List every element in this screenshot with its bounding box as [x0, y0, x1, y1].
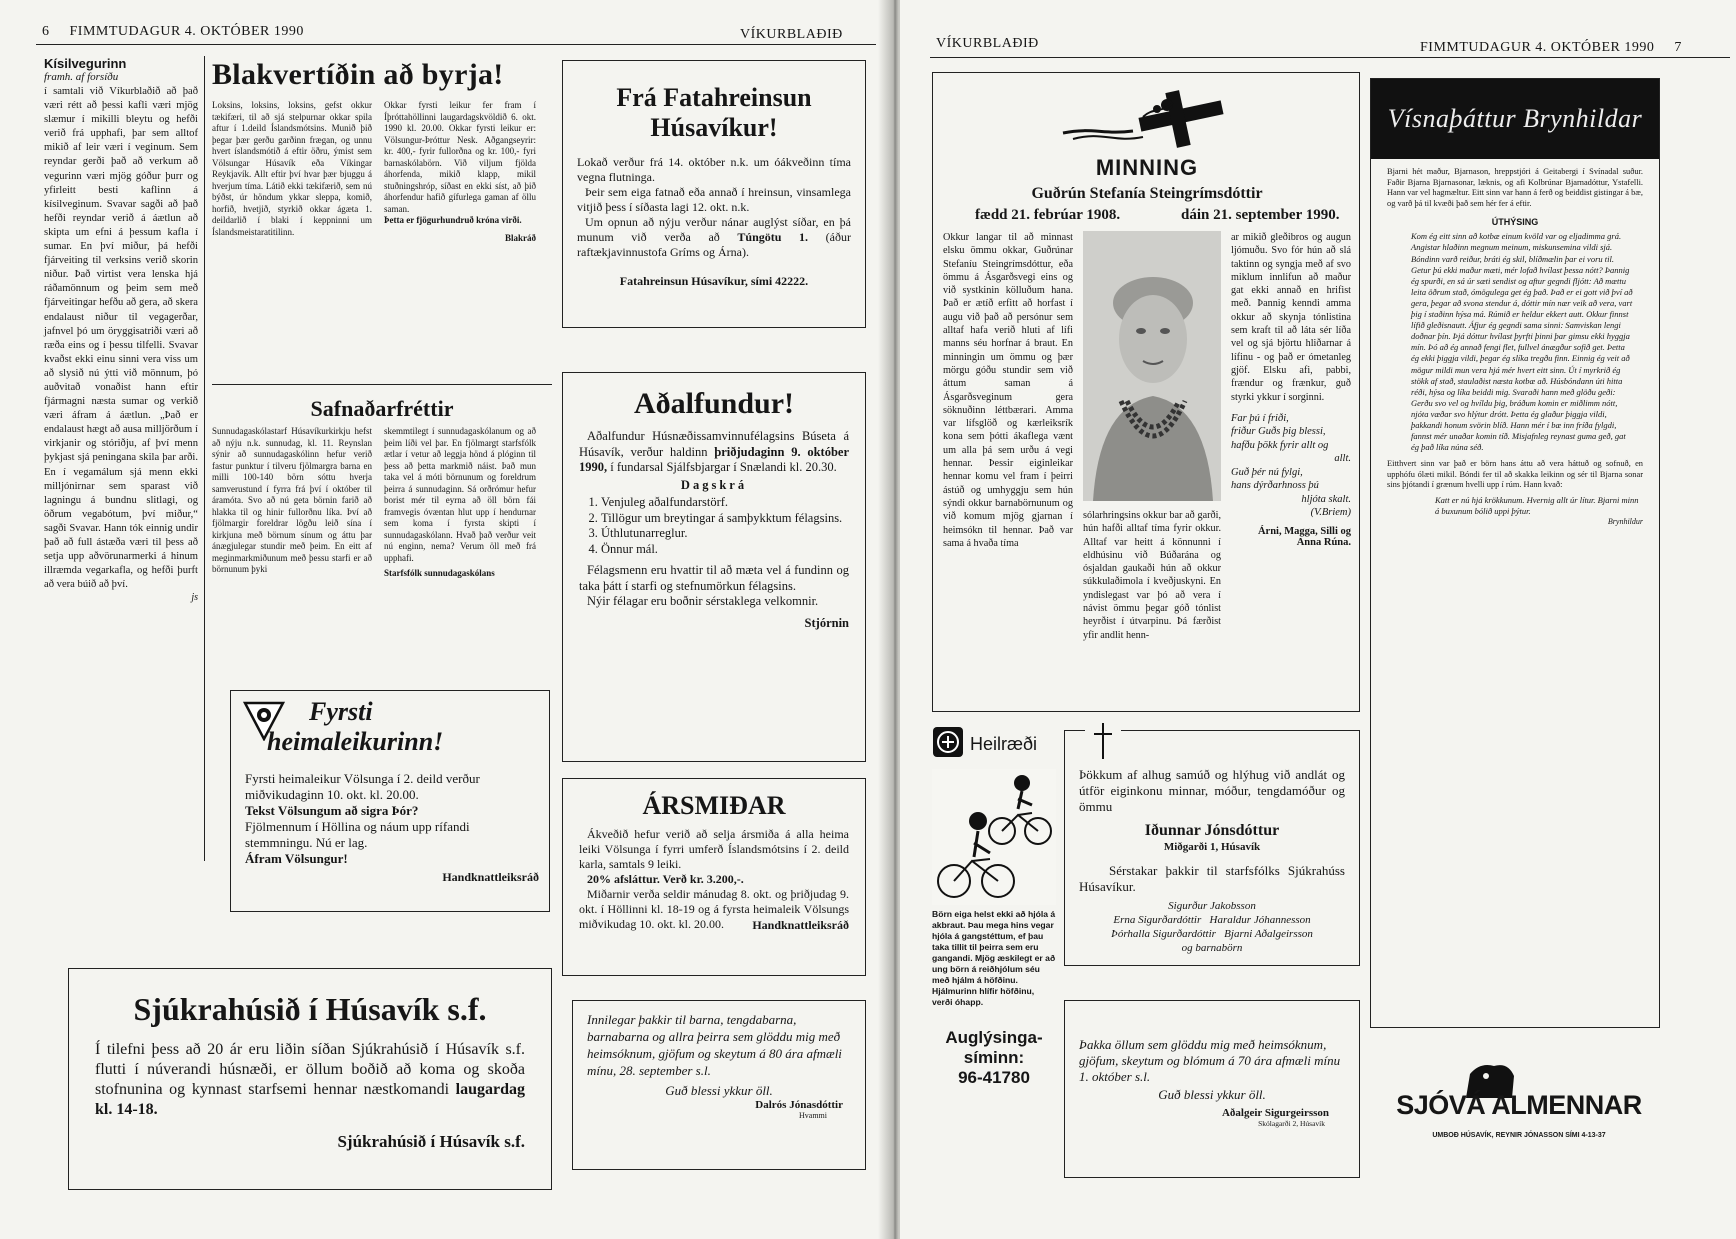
ad-adalfundur: [562, 372, 866, 762]
idunn-signers: [1079, 899, 1345, 955]
signer-line: og barnabörn: [1181, 942, 1243, 954]
signer-line: Þórhalla Sigurðardóttir Bjarni Aðalgeirsson: [1111, 928, 1313, 940]
adalgeir-text: Þakka öllum sem glöddu mig með heimsóknum, gjöfum, skeytum og blómum á 70 ára afmæli mínu 1. október s.l.: [1079, 1037, 1341, 1084]
sjova-logo: SJÓVÁ ALMENNAR: [1396, 1090, 1642, 1120]
ad-fatahreinsun: [562, 60, 866, 328]
signer-line: Sigurður Jakobsson: [1168, 900, 1256, 912]
ars-p2: 20% afsláttur. Verð kr. 3.200,-.: [587, 872, 744, 886]
obituary-minning: [932, 72, 1360, 712]
visna-sign: Brynhildur: [1607, 517, 1643, 527]
poem-line: hans dýrðarhnoss þú: [1231, 480, 1319, 492]
fata-p3-bold: Túngötu 1.: [737, 230, 809, 244]
poem-line: friður Guðs þig blessi,: [1231, 426, 1326, 438]
fata-footer: Fatahreinsun Húsavíkur, sími 42222.: [619, 274, 809, 288]
agenda-item: 1. Venjuleg aðalfundarstörf.: [601, 495, 849, 511]
fyrsti-p1: Fyrsti heimaleikur Völsunga í 2. deild verður miðvikudaginn 10. okt. kl. 20.00.: [245, 771, 480, 802]
fyrsti-sign: Handknattleiksráð: [442, 870, 539, 884]
innilegar-place: Hvammi: [799, 1111, 827, 1120]
innilegar-bless: Guð blessi ykkur öll.: [665, 1083, 773, 1098]
blak-col2: Okkar fyrsti leikur fer fram í Íþróttahöllinni laugardagskvöldið 6. okt. 1990 kl. 20.00. Okkar fyrsti leikur er: Völsungur-Þróttur Nesk. Aðgangseyrir: kr. 400,- fyrir fullorðna og kr. 100,- fyri barnaskólabörn. Við viljum fjölda áhorfenda, mikið klapp, mikil stuðningshróp, síðast en ekki síst, að þið áhorfendur hafið gífurlega gaman af öllu saman.: [384, 100, 536, 214]
fata-title-1: Frá Fatahreinsun: [616, 83, 812, 112]
adal-p1-bold: þriðjudaginn 9. október 1990,: [579, 444, 850, 474]
safnadar-col1: Sunnudagaskólastarf Húsavíkurkirkju hefst að nýju n.k. sunnudag, kl. 11. Reynslan sýnir að sunnudagaskólinn hefur verið fastur punktur í tilveru fjölmargra barna en milli 100-140 börn sóttu hverja samverustund í fyrra frá því í október til áramóta. Svo að nú geta börnin farið að hlakka til og hinir fullorðnu líka. Því að fjölmargir foreldrar lögðu leið sína í kirkjuna með börnum sínum og áttu þar ánægjulegar stundir með þeim. En eitt af meginmarkmiðunum með þessu starfi er að börnunum þyki: [212, 426, 372, 574]
minning-col2: sólarhringsins okkur bar að garði, hún hafði alltaf tíma fyrir okkur. Alltaf var heitt á könnunni í eldhúsinu við Búðarána og ósjaldan gaukaði hún að okkur súkkulaðimola í kveðjuskyni. En yndislegast var þó að vera í návist ömmu þegar góð tónlist heyrðist í útvarpinu. Þá færðist yfir andlit henn-: [1083, 510, 1221, 641]
fyrsti-p4: Áfram Völsungur!: [245, 851, 348, 866]
article-title: Blakvertíðin að byrja!: [212, 58, 504, 91]
page-number: 7: [1674, 40, 1682, 55]
folio-rule: [36, 44, 876, 45]
folio-paper: VÍKURBLAÐIÐ: [740, 27, 843, 42]
ars-title: ÁRSMIÐAR: [642, 791, 786, 820]
agenda-item: 3. Úthlutunarreglur.: [601, 526, 849, 542]
children-bicycles-illustration: [932, 769, 1056, 905]
ars-sign: Handknattleiksráð: [752, 918, 849, 932]
heilraedi-column: [932, 726, 1056, 1216]
poem-line: Far þú í friði,: [1231, 412, 1289, 424]
blak-col1: Loksins, loksins, loksins, gefst okkur tækifæri, til að sjá stelpurnar okkar spila aftur í 1.deild Íslandsmótsins. Munið þið þegar þær gerðu garðinn frægan, og unnu hvert íslandsmótið á eftir öðru, ýmist sem Völsungar Húsavík eða Víkingar Reykjavík. Allt eftir því hvar þær bjuggu á hverjum tíma. Látið ekki tækifærið, sem nú býðst, úr höndum ykkar sleppa, komið, horfið, hvetjið, styrkið okkar ágæta 1. deildarlið í blaki í keppninni um Íslandsmeistaratitilinn.: [212, 100, 372, 237]
sjukra-sign: Sjúkrahúsið í Húsavík s.f.: [337, 1132, 525, 1151]
minning-born: fædd 21. febrúar 1908.: [975, 207, 1121, 223]
innilegar-text: Innilegar þakkir til barna, tengdabarna, barnabarna og allra þeirra sem glöddu mig með heimsóknum, gjöfum og skeytum á 80 ára afmæli mínu, 28. september s.l.: [587, 1012, 842, 1078]
column-visnathattur: [1370, 78, 1660, 1028]
fyrsti-p3: Fjölmennum í Höllina og náum upp rífandi stemmningu. Nú er lag.: [245, 819, 470, 850]
adal-title: Aðalfundur!: [633, 387, 795, 420]
minning-poem: [1231, 412, 1351, 520]
minning-name: Guðrún Stefanía Steingrímsdóttir: [1031, 185, 1263, 202]
adal-p1-end: í fundarsal Sjálfsbjargar í Snælandi kl. 20.30.: [610, 460, 837, 474]
sjukra-p1-bold: laugardag kl. 14-18.: [95, 1081, 525, 1118]
sjukra-title: Sjúkrahúsið í Húsavík s.f.: [133, 991, 487, 1027]
poem-line: Guð þér nú fylgi,: [1231, 466, 1303, 478]
idunn-p1: Þökkum af alhug samúð og hlýhug við andlát og útför eiginkonu minnar, móður, tengdamóður og ömmu: [1079, 767, 1345, 814]
poem-line: allt.: [1334, 453, 1351, 465]
ad-sjova-almennar: [1374, 1060, 1664, 1170]
visna-title: Vísnaþáttur Brynhildar: [1371, 79, 1659, 159]
visna-intro: Bjarni hét maður, Bjarnason, hreppstjóri á Geitabergi í Svínadal suður. Faðir Bjarna Bjarnasonar, læknis, og afi Kolbrúnar Bjarnadóttur, Ystafelli. Hann var vel hagmæltur. Eitt sinn var hann á ferð og beiddist gistingar á bæ, og varð þá til kvæði það sem hér fer á eftir.: [1387, 167, 1643, 208]
article-title: Kísilvegurinn: [44, 56, 127, 71]
article-byline: framh. af forsíðu: [44, 71, 119, 83]
adal-p2: Félagsmenn eru hvattir til að mæta vel á fundinn og taka þátt í starfi og stefnumörkun félagsins.: [579, 563, 849, 593]
fata-p3-start: Um opnun að nýju verður nánar auglýst síðar, en þá munum við verða að: [577, 215, 851, 244]
visna-poem-title: ÚTHÝSING: [1491, 217, 1539, 228]
cross-icon: [1043, 87, 1243, 149]
portrait-photo: [1083, 231, 1221, 501]
article-body: í samtali við Víkurblaðið að það væri rétt að þessi kafli væri mjög slæmur í mikilli bleytu og hefði verið frá upphafi, þar sem alltof mikið af leir væri í veginum. Sem reyndar gerði það að verkum að vegurinn væri mjög góður þurr og yfirleitt besti kaflinn á kísilveginum. Svavar sagði að það hefði reyndar verið á áætlun að skipta um efni á þessum kafla í sumar. En því miður, þá hefði fjárveiting til verksins verið skorin niður. Það virtist vera lenska hjá ráðamönnum og þeim sem með fjárveitingar hefðu að gera, að skera endalaust niður til vegagerðar, jafnvel þó um öryggisatriði væri að ræða eins og í þessu tilfelli. Svavar kvaðst ekki einu sinni vera viss um að slysið nú ýtti við mönnum, þó auðvitað vonaðist hann eftir fjármagni næsta sumar og verkið væri áfram á áætlun. „Það er endalaust hægt að ausa milljörðum í virkjanir og stóriðju, af því menn þykjast sjá peningana skila þar arði. En í vegamálum sjá menn ekki milljónirnar sem sparast við lagningu á bundnu slitlagi, og öðrum vegabótum, því miður,“ sagði Svavar. Hann tók einnig undir það að full ástæða væri til þess að setja upp aðvörunarmerki á hinum illræmda vegarkafla, og hefði þurft að vera búið að því.: [44, 86, 198, 591]
ad-fyrsti-heimaleikur: [230, 690, 550, 912]
ad-phone-line1: Auglýsinga-: [945, 1028, 1043, 1047]
idunn-p2: Sérstakar þakkir til starfsfólks Sjúkrahúss Húsavíkur.: [1079, 863, 1345, 894]
blak-sign: Blakráð: [504, 232, 536, 243]
adal-agenda-title: Dagskrá: [680, 477, 748, 492]
heilraedi-title: Heilræði: [970, 734, 1038, 754]
poem-line: hafðu þökk fyrir allt og: [1231, 439, 1329, 451]
agenda-item: 4. Önnur mál.: [601, 542, 849, 558]
folio-paper: VÍKURBLAÐIÐ: [936, 36, 1039, 51]
minning-title: MINNING: [1095, 155, 1199, 180]
adal-sign: Stjórnin: [804, 615, 849, 630]
agenda-item: 2. Tillögur um breytingar á samþykktum félagsins.: [601, 511, 849, 527]
article-safnadar: [212, 396, 552, 580]
adal-p1-start: Aðalfundur Húsnæðissamvinnufélagsins Búseta á Húsavík, verður haldinn: [579, 429, 849, 459]
safnadar-col2: skemmtilegt í sunnudagaskólanum og að þeim líði vel þar. En fjölmargt starfsfólk ætlar í vetur að leggja hönd á plóginn til þess að þetta markmið náist. Það mun taka vel á móti börnunum og foreldrum þeirra á sunnudaginn. Sá orðrómur hefur borist mér til eyrna að öll börn fái framvegis óvæntan hlut upp í hendurnar sem koma í fyrsta skipti í sunnudagaskólann. Hvað það verður veit nú enginn, nema? Verum öll með frá upphafi.: [384, 426, 536, 563]
visna-poem2: Katt er nú hjá krökkunum. Hvernig allt úr lítur. Bjarni minn á buxunum bólið uppi þýtur.: [1435, 495, 1639, 517]
heilraedi-caption: Börn eiga helst ekki að hjóla á akbraut. Þau mega hins vegar hjóla á gangstéttum, ef þau taka tillit til þeirra sem eru gangandi. Mjög æskilegt er að ung börn á reiðhjólum séu með hjálm á höfðinu. Hjálmurinn hlífir höfðinu, verði óhapp.: [932, 909, 1056, 1007]
minning-col1: Okkur langar til að minnast elsku ömmu okkar, Guðrúnar Stefaníu Steingrímsdóttur, eða ömmu á Ásgarðsvegi eins og við systkinin kölluðum hana. Það er ætíð erfitt að horfast í augu við það að persónur sem alltaf hafa verið hluti af lífi manns séu horfnar á braut. En minningin um ömmu og þær mörgu góðu stundir sem við áttum saman á Ásgarðsveginum gera söknuðinn léttbærari. Amma var lífsglöð og kærleiksrík kona sem þótti ákaflega vænt um alla þá sem urðu á vegi hennar. Þessir eiginleikar hennar komu vel fram í þeirri ástúð og umhyggju sem hún sýndi okkur barnabörnunum og við komum mjög gjarnan í heimsókn til hennar. Það var sama á hvaða tíma: [943, 232, 1073, 549]
adalgeir-place: Skólagarði 2, Húsavík: [1258, 1119, 1325, 1128]
thanks-adalgeir: [1064, 1000, 1360, 1178]
article-blak: [212, 58, 552, 244]
poem-line: (V.Briem): [1310, 507, 1351, 519]
minning-sign2: Anna Rúna.: [1296, 536, 1351, 548]
cross-small-icon: [1085, 721, 1121, 761]
page-number: 6: [42, 24, 50, 39]
minning-sign1: Árni, Magga, Silli og: [1257, 525, 1351, 537]
folio-date: FIMMTUDAGUR 4. OKTÓBER 1990: [1420, 40, 1655, 55]
safety-badge-icon: [932, 726, 964, 763]
adal-agenda: [579, 495, 849, 557]
fata-title-2: Húsavíkur!: [650, 113, 778, 142]
visna-poem: Kom ég eitt sinn að kotbæ einum kvöld var og eljadimma grá. Angistar hlaðinn megnum meinum, miskunsemina vildi sjá. Bóndinn varð reiður, bráti ég skil, blíðmælin þar ei voru til. Getur þú ekki maður mæti, mér lofað hvílast þessa nótt? Þannig ég spurði, en sá úr sæti sendist og aftur gegndi fljótt: Að mættu leita öðrum stað, ómögulega get ég það. Það er ei gott við því að gera, þegar að svona stendur á, dóttir mín nær veik að vera, vart þig í staðinn hýsa má. Rúmið er heldur ekkert autt. Okkur finnst lífið gleðisnautt. Áfjur ég gegndi sama sinni: Samviskan lengi doðnar þín. Þjá dóttur hvílast þyrfti þinni þar gimsu ekki hyggja mín. Þó að ég annað fengi flet, fullvel ánægður sofið get. Þetta ég ekki þiggja vildi, þegar ég slíka tregðu finn. Einnig ég veit að mögur mildi mun vera hjá mér hvert eitt sinn. Út í myrkrið ég stökk af stað, staulaðist næsta kotbæ að. Húsbóndann úti hitta réði, hýsa og líka beiddi mig. Svaraði hann með glöðu geði: Gerðu svo vel og hvíldu þig, bráðum komin er miðlimm nótt, njóta væðar svo hlýtur drótt. Þetta ég glaður þiggja vildi, þakkandi honum svörin blíð. Hann mér í bæ inn fríða fylgdi, fannst mér unaðar komin tíð. Misjafnleg reynast guma geð, gat ég það líka núna séð.: [1411, 231, 1633, 453]
fata-p3-end: (áður raftækjavinnustofa Gríms og Árna).: [577, 230, 851, 259]
fyrsti-title-2: heimaleikurinn!: [267, 727, 444, 756]
safnadar-sign: Starfsfólk sunnudagaskólans: [384, 568, 495, 578]
right-page: [900, 0, 1736, 1239]
folio-date: FIMMTUDAGUR 4. OKTÓBER 1990: [69, 24, 304, 39]
ars-p3: Miðarnir verða seldir mánudag 8. okt. og þriðjudag 9. okt. í Höllinni kl. 18-19 og á fyrsta heimaleik Völsungs miðvikudag 10. okt. kl. 20.00.: [579, 887, 849, 931]
ars-p1: Ákveðið hefur verið að selja ársmiða á alla heima leiki Völsunga í fyrri umferð Íslandsmótsins í 2. deild karla, samtals 9 leiki.: [579, 827, 849, 871]
fata-p2: Þeir sem eiga fatnað eða annað í hreinsun, vinsamlega vitjið þess í síðasta lagi 12. okt. n.k.: [577, 185, 851, 214]
signer-line: Erna Sigurðardóttir Haraldur Jóhannesson: [1113, 914, 1311, 926]
idunn-name: Iðunnar Jónsdóttur: [1144, 822, 1280, 839]
idunn-address: Miðgarði 1, Húsavík: [1163, 841, 1261, 853]
adalgeir-sign: Aðalgeir Sigurgeirsson: [1221, 1107, 1329, 1119]
fyrsti-p2: Tekst Völsungum að sigra Þór?: [245, 803, 419, 818]
visna-outro: Eitthvert sinn var það er börn hans áttu að vera háttuð og sofnuð, en upphófu ólæti mikil. Bóndi fer til að skakka leikinn og sér til Bjarna sonar sins þjótandi í grænum hvelli upp í rúm. Hann kvað:: [1387, 459, 1643, 490]
minning-died: dáin 21. september 1990.: [1181, 207, 1340, 223]
blak-highlight: Þetta er fjögurhundruð króna virði.: [384, 215, 522, 225]
ad-phone-line2: síminn:: [963, 1048, 1025, 1067]
fyrsti-title-1: Fyrsti: [309, 697, 373, 726]
ad-phone-number: 96-41780: [958, 1068, 1030, 1087]
adalgeir-bless: Guð blessi ykkur öll.: [1158, 1087, 1266, 1102]
adal-p3: Nýir félagar eru boðnir sérstaklega velkomnir.: [587, 594, 819, 608]
sjova-tagline: UMBOÐ HÚSAVÍK, REYNIR JÓNASSON SÍMI 4-13-37: [1432, 1132, 1606, 1139]
poem-line: hljóta skalt.: [1301, 493, 1351, 505]
minning-col3: ar mikið gleðibros og augun ljómuðu. Svo fór hún að slá taktinn og syngja með af svo miklum innlifun að maður gat ekki annað en hrifist með. Þannig kenndi amma okkur að skynja tónlistina sem kraft til að láta sér líða vel og sjá björtu hliðarnar á lífinu - og það er ómetanleg gjöf. Elsku afi, pabbi, frændur og frænkur, guð styrki ykkur í sorginni.: [1231, 232, 1351, 403]
ad-innilegar: [572, 1000, 866, 1170]
fata-p1: Lokað verður frá 14. október n.k. um óákveðinn tíma vegna flutninga.: [577, 155, 851, 184]
article-title: Safnaðarfréttir: [310, 396, 454, 421]
ad-sjukrahus: [68, 968, 552, 1190]
sjukra-p1-start: Í tilefni þess að 20 ár eru liðin síðan Sjúkrahúsið í Húsavík s.f. flutti í núverandi húsnæði, er öllum boðið að koma og skoða stofnunina og kynnast starfsemi hennar næstkomandi: [95, 1041, 525, 1098]
ad-arsmidar: [562, 778, 866, 976]
innilegar-sign: Dalrós Jónasdóttir: [755, 1099, 843, 1111]
article-sign: js: [191, 592, 198, 604]
thanks-idunn: [1064, 730, 1360, 966]
article-kisilvegurinn: [44, 56, 198, 603]
